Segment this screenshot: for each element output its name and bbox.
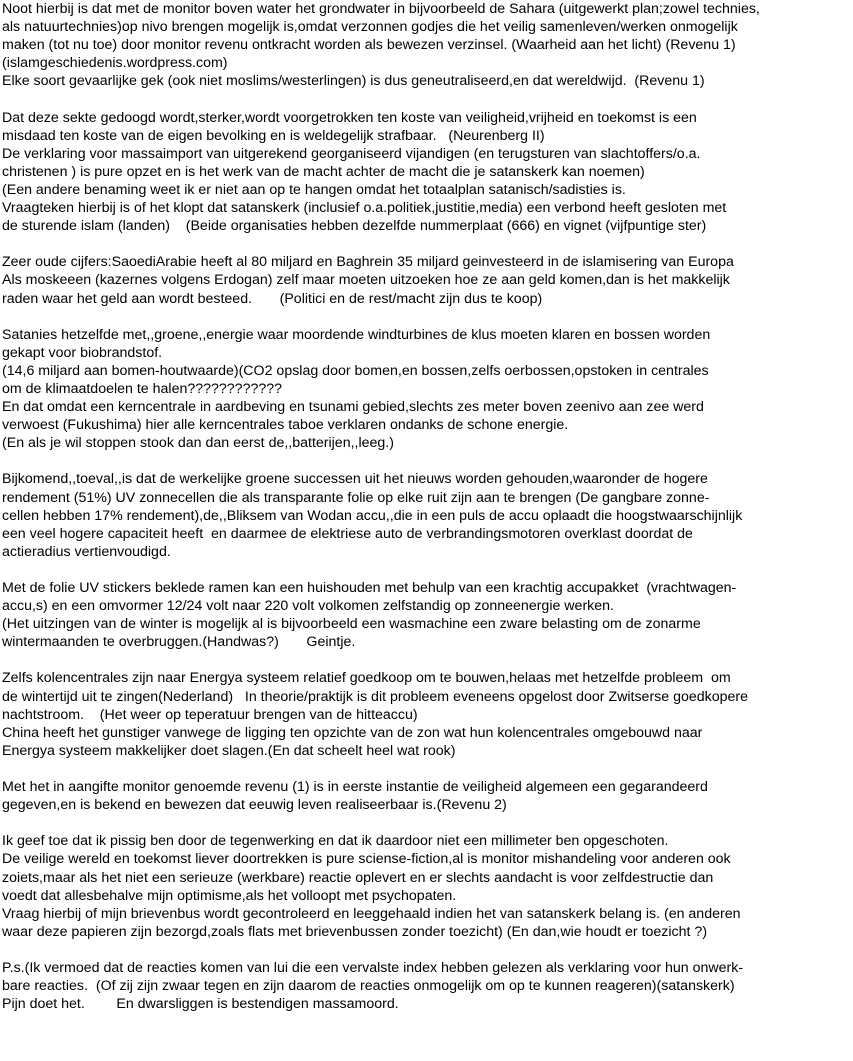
text-line: (En als je wil stoppen stook dan dan eerst de,,batterijen,,leeg.)	[2, 435, 394, 452]
blank-line	[2, 452, 849, 470]
text-line: rendement (51%) UV zonnecellen die als transparante folie op elke ruit zijn aan te brengen (De gangbare zonne-	[2, 489, 710, 506]
text-line: Zeer oude cijfers:SaoediArabie heeft al 80 miljard en Baghrein 35 miljard geinvesteerd in de islamisering van Europa	[2, 254, 734, 271]
text-line: actieradius vertienvoudigd.	[2, 543, 171, 560]
text-line: Zelfs kolencentrales zijn naar Energya systeem relatief goedkoop om te bouwen,helaas met hetzelfde probleem om	[2, 670, 731, 687]
blank-line	[2, 814, 849, 832]
text-line: de sturende islam (landen) (Beide organisaties hebben dezelfde nummerplaat (666) en vignet (vijfpuntige ster)	[2, 218, 707, 235]
text-line: P.s.(Ik vermoed dat de reacties komen van lui die een vervalste index hebben gelezen als verklaring voor hun onwerk-	[2, 959, 744, 976]
text-line: De verklaring voor massaimport van uitgerekend georganiseerd vijandigen (en terugsturen van slachtoffers/o.a.	[2, 145, 701, 162]
text-line: nachtstroom. (Het weer op teperatuur brengen van de hitteaccu)	[2, 706, 418, 723]
text-line: Elke soort gevaarlijke gek (ook niet moslims/westerlingen) is dus geneutraliseerd,en dat wereldwijd. (Revenu 1)	[2, 73, 705, 90]
text-line: gekapt voor biobrandstof.	[2, 344, 163, 361]
text-line: Vraag hierbij of mijn brievenbus wordt gecontroleerd en leeggehaald indien het van satanskerk belang is. (en anderen	[2, 905, 741, 922]
text-line: Energya systeem makkelijker doet slagen.(En dat scheelt heel wat rook)	[2, 742, 456, 759]
text-line: maken (tot nu toe) door monitor revenu ontkracht worden als bewezen verzinsel. (Waarheid aan het licht) (Revenu 1)	[2, 37, 736, 54]
text-line: misdaad ten koste van de eigen bevolking en is weldegelijk strafbaar. (Neurenberg II)	[2, 127, 545, 144]
blank-line	[2, 90, 849, 108]
text-line: Pijn doet het. En dwarsliggen is bestendigen massamoord.	[2, 996, 399, 1013]
text-line: Satanies hetzelfde met,,groene,,energie waar moordende windturbines de klus moeten klaren en bossen worden	[2, 326, 711, 343]
text-line: (Een andere benaming weet ik er niet aan op te hangen omdat het totaalplan satanisch/sadisties is.	[2, 181, 626, 198]
text-line: cellen hebben 17% rendement),de,,Bliksem van Wodan accu,,die in een puls de accu oplaadt die hoogstwaarschijnlijk	[2, 507, 743, 524]
text-line: Noot hierbij is dat met de monitor boven water het grondwater in bijvoorbeeld de Sahara (uitgewerkt plan;zowel technies,	[2, 1, 760, 17]
text-line: Met het in aangifte monitor genoemde revenu (1) is in eerste instantie de veiligheid algemeen een gegarandeerd	[2, 779, 708, 796]
text-line: gegeven,en is bekend en bewezen dat eeuwig leven realiseerbaar is.(Revenu 2)	[2, 797, 507, 814]
text-line: als natuurtechnies)op nivo brengen mogelijk is,omdat verzonnen godjes die het veilig samenleven/werken onmogelijk	[2, 19, 738, 36]
text-line: (Het uitzingen van de winter is mogelijk al is bijvoorbeeld een wasmachine een zware belasting om de zonarme	[2, 616, 701, 633]
text-line: christenen ) is pure opzet en is het werk van de macht achter de macht die je satanskerk kan noemen)	[2, 163, 645, 180]
text-line: een veel hogere capaciteit heeft en daarmee de elektriese auto de verbrandingsmotoren overklast doordat de	[2, 525, 693, 542]
text-line: Als moskeeen (kazernes volgens Erdogan) zelf maar moeten uitzoeken hoe ze aan geld komen,dan is het makkelijk	[2, 272, 730, 289]
text-line: wintermaanden te overbruggen.(Handwas?) Geintje.	[2, 634, 356, 651]
text-line: bare reacties. (Of zij zijn zwaar tegen en zijn daarom de reacties onmogelijk om op te kunnen reageren)(satanskerk)	[2, 978, 735, 995]
blank-line	[2, 235, 849, 253]
blank-line	[2, 651, 849, 669]
text-line: raden waar het geld aan wordt besteed. (Politici en de rest/macht zijn dus te koop)	[2, 290, 543, 307]
blank-line	[2, 561, 849, 579]
text-line: China heeft het gunstiger vanwege de ligging ten opzichte van de zon wat hun kolencentrales omgebouwd naar	[2, 724, 703, 741]
text-line: (14,6 miljard aan bomen-houtwaarde)(CO2 opslag door bomen,en bossen,zelfs oerbossen,opstoken in centrales	[2, 362, 709, 379]
text-line: Vraagteken hierbij is of het klopt dat satanskerk (inclusief o.a.politiek,justitie,media) een verbond heeft gesloten met	[2, 200, 727, 217]
text-line: Ik geef toe dat ik pissig ben door de tegenwerking en dat ik daardoor niet een millimeter ben opgeschoten.	[2, 833, 669, 850]
text-line: accu,s) en een omvormer 12/24 volt naar 220 volt volkomen zelfstandig op zonneenergie werken.	[2, 598, 614, 615]
text-line: Bijkomend,,toeval,,is dat de werkelijke groene successen uit het nieuws worden gehouden,waaronder de hogere	[2, 471, 708, 488]
text-line: De veilige wereld en toekomst liever doortrekken is pure sciense-fiction,al is monitor mishandeling voor anderen ook	[2, 851, 731, 868]
text-line: (islamgeschiedenis.wordpress.com)	[2, 55, 228, 72]
text-line: voedt dat allesbehalve mijn optimisme,als het volloopt met psychopaten.	[2, 887, 457, 904]
text-line: om de klimaatdoelen te halen????????????	[2, 380, 283, 397]
blank-line	[2, 308, 849, 326]
text-line: Met de folie UV stickers beklede ramen kan een huishouden met behulp van een krachtig accupakket (vrachtwagen-	[2, 580, 737, 596]
text-line: verwoest (Fukushima) hier alle kerncentrales taboe verklaren ondanks de schone energie.	[2, 417, 569, 434]
text-line: de wintertijd uit te zingen(Nederland) In theorie/praktijk is dit probleem eveneens opgelost door Zwitserse goedkopere	[2, 688, 749, 705]
blank-line	[2, 941, 849, 959]
text-line: En dat omdat een kerncentrale in aardbeving en tsunami gebied,slechts zes meter boven zeenivo aan zee werd	[2, 399, 704, 416]
text-line: Dat deze sekte gedoogd wordt,sterker,wordt voorgetrokken ten koste van veiligheid,vrijheid en toekomst is een	[2, 109, 697, 126]
text-line: waar deze papieren zijn bezorgd,zoals flats met brievenbussen zonder toezicht) (En dan,wie houdt er toezicht ?)	[2, 923, 708, 940]
text-line: zoiets,maar als het niet een serieuze (werkbare) reactie oplevert en er slechts aandacht is voor zelfdestructie dan	[2, 869, 714, 886]
blank-line	[2, 760, 849, 778]
